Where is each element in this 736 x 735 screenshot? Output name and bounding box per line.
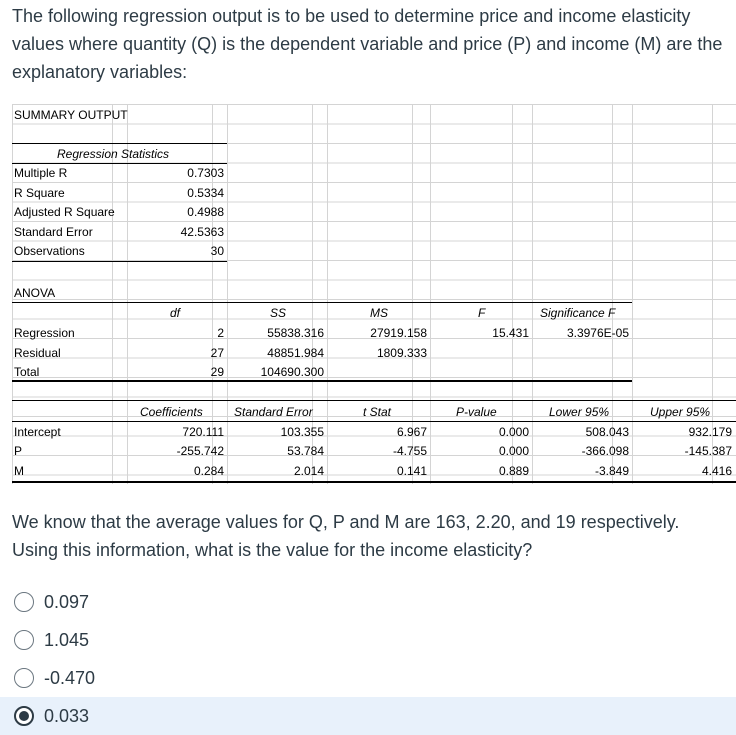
stat-value: 0.5334 [187, 186, 224, 200]
stat-value: 0.7303 [187, 166, 224, 180]
radio-selected-icon[interactable] [14, 706, 34, 726]
answer-option-label: 1.045 [44, 629, 90, 650]
coef-cell: 0.000 [498, 444, 529, 458]
stat-value: 30 [210, 244, 224, 258]
coef-cell: 2.014 [293, 464, 324, 478]
coef-cell: -3.849 [594, 464, 629, 478]
coef-cell: 932.179 [688, 425, 732, 439]
answer-option[interactable] [0, 621, 736, 659]
regression-statistics-title: Regression Statistics [57, 147, 170, 161]
regression-output-table [12, 104, 736, 484]
anova-cell: 3.3976E-05 [566, 326, 629, 340]
coef-header-t-stat: t Stat [363, 405, 392, 419]
anova-cell: 104690.300 [260, 365, 324, 379]
anova-row-label: Regression [14, 326, 75, 340]
anova-cell: 48851.984 [267, 346, 324, 360]
coef-cell: 0.889 [498, 464, 529, 478]
coef-cell: 4.416 [701, 464, 732, 478]
answer-option-label: -0.470 [44, 667, 96, 688]
coef-cell: 0.141 [396, 464, 427, 478]
anova-cell: 29 [210, 365, 224, 379]
coef-cell: -366.098 [581, 444, 629, 458]
coef-cell: -4.755 [392, 444, 427, 458]
anova-header-f: F [478, 306, 486, 320]
stat-value: 0.4988 [187, 205, 224, 219]
stat-label: Standard Error [14, 225, 93, 239]
anova-row-label: Total [14, 365, 40, 379]
anova-cell: 2 [217, 326, 224, 340]
stat-label: Adjusted R Square [14, 205, 115, 219]
coef-cell: 103.355 [280, 425, 324, 439]
anova-title: ANOVA [14, 286, 56, 300]
radio-unselected-icon[interactable] [14, 668, 34, 688]
answer-option[interactable] [0, 583, 736, 621]
anova-cell: 27919.158 [370, 326, 427, 340]
anova-header-df: df [170, 306, 181, 320]
summary-title: SUMMARY OUTPUT [14, 108, 128, 122]
coef-row-label: Intercept [14, 425, 61, 439]
anova-header-ss: SS [270, 306, 287, 320]
radio-unselected-icon[interactable] [14, 592, 34, 612]
coef-header-coefficients: Coefficients [140, 405, 203, 419]
stat-label: Multiple R [14, 166, 68, 180]
coef-row-label: M [14, 464, 24, 478]
coef-header-p-value: P-value [456, 405, 497, 419]
radio-unselected-icon[interactable] [14, 630, 34, 650]
coef-header-standard-error: Standard Error [234, 405, 313, 419]
stat-label: R Square [14, 186, 65, 200]
coef-cell: -145.387 [684, 444, 732, 458]
coef-header-upper-95: Upper 95% [650, 405, 711, 419]
coef-cell: 508.043 [585, 425, 629, 439]
stat-label: Observations [14, 244, 85, 258]
anova-header-significance-f: Significance F [540, 306, 616, 320]
answer-options [0, 583, 736, 735]
stat-value: 42.5363 [180, 225, 224, 239]
coef-row-label: P [14, 444, 23, 458]
coef-cell: 720.111 [182, 425, 224, 439]
answer-option-selected[interactable] [0, 697, 736, 735]
anova-row-label: Residual [14, 346, 61, 360]
anova-cell: 15.431 [492, 326, 529, 340]
coef-cell: 53.784 [287, 444, 324, 458]
question-intro: The following regression output is to be used to determine price and income elasticity values where quantity (Q) is the dependent variable and price (P) and income (M) are the explanatory variables: [12, 6, 723, 82]
answer-option[interactable] [0, 659, 736, 697]
coef-header-lower-95: Lower 95% [549, 405, 610, 419]
coef-cell: -255.742 [176, 444, 224, 458]
answer-option-label: 0.033 [44, 705, 90, 726]
coef-cell: 0.000 [498, 425, 529, 439]
anova-cell: 27 [210, 346, 224, 360]
anova-header-ms: MS [370, 306, 388, 320]
coef-cell: 0.284 [193, 464, 224, 478]
anova-cell: 1809.333 [376, 346, 427, 360]
anova-cell: 55838.316 [267, 326, 324, 340]
coef-cell: 6.967 [396, 425, 427, 439]
answer-option-label: 0.097 [44, 591, 90, 612]
question-prompt: We know that the average values for Q, P and M are 163, 2.20, and 19 respectively. Using this information, what is the value for the income elasticity? [12, 512, 680, 560]
